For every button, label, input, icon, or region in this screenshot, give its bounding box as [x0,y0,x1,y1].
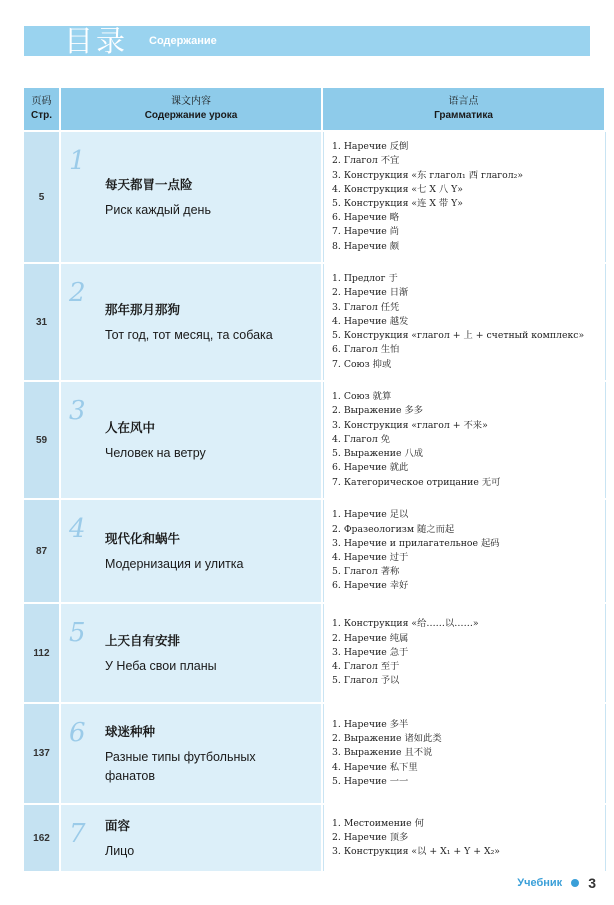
lesson-title-ru: Разные типы футбольных фанатов [105,749,256,783]
bullet-dot-icon [571,879,579,887]
grammar-item: 1. Наречие 反倒 [332,141,409,153]
lesson-number: 7 [69,819,86,849]
header-grammar-column [323,88,606,130]
grammar-item: 6. Наречие 幸好 [332,580,409,592]
grammar-item: 1. Конструкция «给……以……» [332,618,479,630]
lesson-titles [105,382,315,498]
lesson-title-zh: 每天都冒一点险 [105,176,193,192]
lesson-title-ru: Модернизация и улитка [105,556,244,571]
grammar-item: 3. Наречие 急于 [332,646,409,658]
grammar-item: 5. Конструкция «глагол + 上 + счетный комплекс» [332,330,585,342]
grammar-item: 2. Наречие 日渐 [332,287,409,299]
header-page-zh: 页码 [31,96,52,107]
lesson-cell [61,382,323,498]
grammar-cell [323,132,606,262]
footer-label: Учебник [517,877,563,889]
page-footer [517,875,596,891]
grammar-item: 4. Наречие 越发 [332,315,409,327]
header-banner [24,26,590,56]
page-number-cell: 112 [24,604,61,702]
grammar-item: 2. Фразеологизм 随之而起 [332,523,455,535]
lesson-titles [105,805,315,871]
lesson-titles [105,500,315,602]
grammar-item: 4. Конструкция «七 X 八 Y» [332,183,463,195]
grammar-item: 3. Конструкция «глагол + 不来» [332,419,488,431]
grammar-item: 6. Глагол 生怕 [332,344,400,356]
lesson-title-ru: Человек на ветру [105,445,206,460]
grammar-item: 2. Наречие 纯属 [332,632,409,644]
header-lesson-column [61,88,323,130]
grammar-item: 2. Выражение 多多 [332,405,424,417]
lesson-cell [61,132,323,262]
lesson-title-ru: Тот год, тот месяц, та собака [105,327,273,342]
lesson-number: 2 [69,278,86,308]
grammar-cell [323,805,606,871]
header-lesson-zh: 课文内容 [171,96,211,107]
lesson-cell [61,264,323,380]
grammar-item: 3. Глагол 任凭 [332,301,400,313]
grammar-item: 3. Наречие и прилагательное 起码 [332,537,500,549]
lesson-cell [61,805,323,871]
grammar-item: 2. Наречие 顶多 [332,831,409,843]
page-number-cell: 87 [24,500,61,602]
lesson-cell [61,704,323,803]
lesson-titles [105,704,315,803]
grammar-item: 7. Категорическое отрицание 无可 [332,476,501,488]
header-page-ru: Стр. [30,110,52,121]
grammar-item: 5. Наречие 一一 [332,775,409,787]
lesson-title-zh: 面容 [105,817,131,833]
lesson-title-zh: 那年那月那狗 [105,301,181,317]
contents-table [24,88,606,871]
lesson-titles [105,604,315,702]
page-title: 目录 [64,24,129,58]
lesson-title-ru: У Неба свои планы [105,658,217,673]
header-lesson-ru: Содержание урока [144,110,238,121]
page-number-cell: 59 [24,382,61,498]
header-grammar-zh: 语言点 [448,96,479,107]
page-number: 3 [588,875,596,891]
grammar-item: 4. Глагол 至于 [332,661,400,673]
page-number-cell: 162 [24,805,61,871]
lesson-titles [105,264,315,380]
page-number-cell: 5 [24,132,61,262]
grammar-item: 4. Глагол 免 [332,433,391,445]
lesson-title-zh: 现代化和蜗牛 [105,530,181,546]
grammar-item: 2. Выражение 诸如此类 [332,733,442,745]
grammar-item: 5. Выражение 八成 [332,448,424,460]
grammar-item: 6. Наречие 略 [332,212,400,224]
grammar-item: 1. Союз 就算 [332,391,392,403]
grammar-item: 4. Наречие 过于 [332,552,409,563]
grammar-item: 1. Местоимение 何 [332,817,424,829]
grammar-item: 5. Глагол 予以 [332,675,400,687]
grammar-cell [323,500,606,602]
lesson-title-zh: 人在风中 [105,419,156,435]
lesson-number: 4 [69,514,86,544]
grammar-item: 5. Глагол 著称 [332,566,400,578]
lesson-title-ru: Риск каждый день [105,202,211,217]
header-page-column [24,88,61,130]
grammar-cell [323,604,606,702]
grammar-item: 4. Наречие 私下里 [332,761,418,773]
grammar-item: 1. Наречие 多半 [332,718,409,730]
grammar-item: 6. Наречие 就此 [332,462,409,474]
lesson-number: 3 [69,396,86,426]
grammar-cell [323,704,606,803]
grammar-item: 3. Конструкция «以 + X₁ + Y + X₂» [332,846,500,858]
grammar-cell [323,382,606,498]
lesson-title-ru: Лицо [105,843,135,858]
grammar-item: 7. Наречие 尚 [332,226,400,238]
grammar-item: 3. Выражение 且不说 [332,747,433,759]
grammar-item: 8. Наречие 颇 [332,240,400,252]
lesson-number: 5 [69,618,86,648]
lesson-title-zh: 球迷种种 [105,723,156,739]
grammar-item: 2. Глагол 不宜 [332,155,400,167]
lesson-cell [61,604,323,702]
grammar-item: 7. Союз 抑或 [332,358,392,370]
grammar-item: 3. Конструкция «东 глагол₁ 西 глагол₂» [332,169,524,181]
grammar-item: 1. Наречие 足以 [332,509,409,521]
lesson-number: 6 [69,718,86,748]
header-grammar-ru: Грамматика [434,110,493,121]
lesson-title-zh: 上天自有安排 [105,632,181,648]
grammar-cell [323,264,606,380]
page-number-cell: 137 [24,704,61,803]
page-number-cell: 31 [24,264,61,380]
lesson-number: 1 [69,146,86,176]
grammar-item: 1. Предлог 于 [332,273,398,285]
grammar-item: 5. Конструкция «连 X 带 Y» [332,198,463,209]
lesson-cell [61,500,323,602]
page-subtitle: Содержание [149,35,217,47]
lesson-titles [105,132,315,262]
